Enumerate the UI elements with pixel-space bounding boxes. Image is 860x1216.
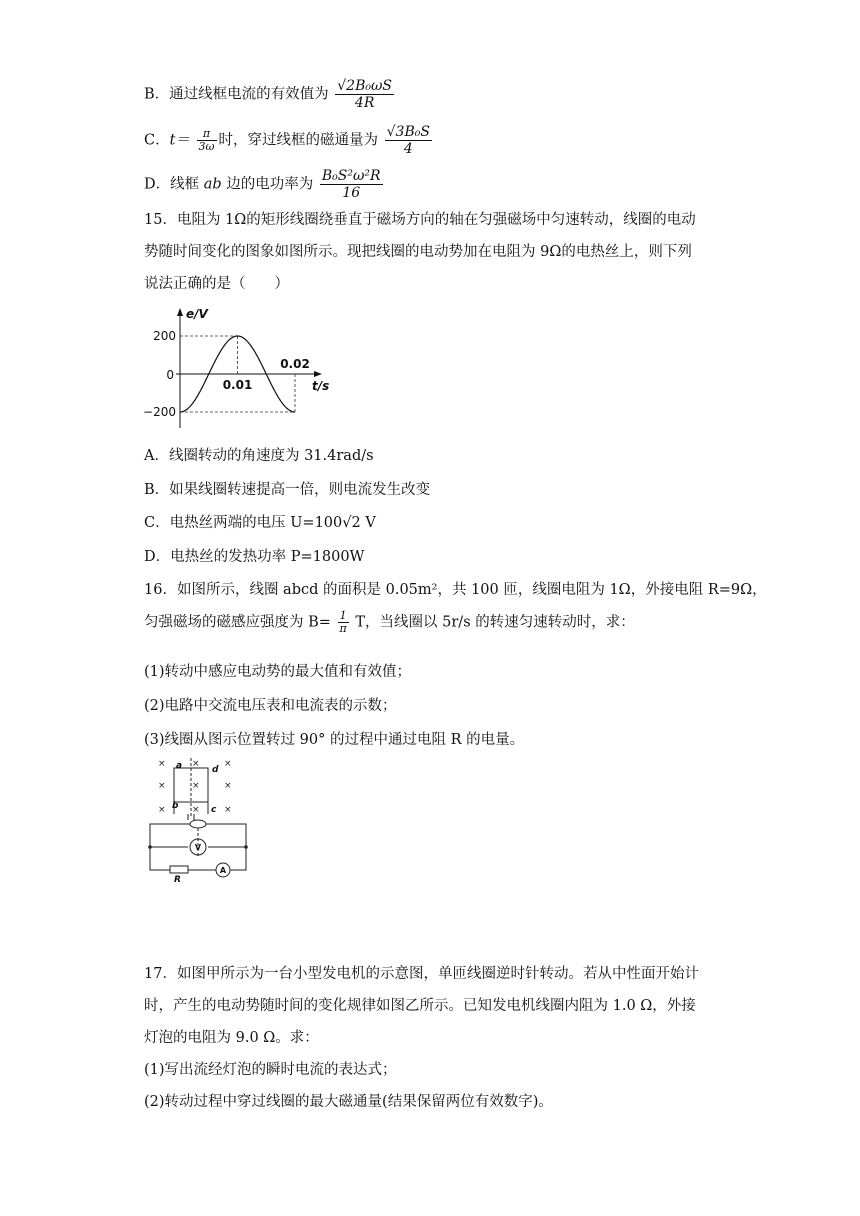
q16-circuit-figure <box>144 756 254 882</box>
field-x: × <box>158 781 166 791</box>
option-d-fraction <box>320 168 383 201</box>
option-d-ab: ab <box>203 176 222 193</box>
q17-stem-line-3: 灯泡的电阻为 9.0 Ω。求： <box>144 1030 319 1046</box>
junction-dot <box>148 845 152 849</box>
option-c-denominator: 4 <box>403 141 413 157</box>
option-c-numerator: √3B₀S <box>386 124 430 140</box>
option-d-prev <box>144 168 385 201</box>
option-c-time-num: π <box>197 128 217 141</box>
q17-stem-line-2: 时，产生的电动势随时间的变化规律如图乙所示。已知发电机线圈内阻为 1.0 Ω，外接 <box>144 998 696 1014</box>
q16-b-fraction <box>338 610 349 635</box>
q15-option-b: B．如果线圈转速提高一倍，则电流发生改变 <box>144 482 431 498</box>
junction-dot <box>244 845 248 849</box>
option-d-text: D．线框 <box>144 176 204 193</box>
option-d-denominator: 16 <box>342 185 361 201</box>
q15-stem <box>144 204 714 300</box>
q16-sub-3: (3)线圈从图示位置转过 90° 的过程中通过电阻 R 的电量。 <box>144 732 525 748</box>
q15-option-d: D．电热丝的发热功率 P=1800W <box>144 549 365 565</box>
q15-stem-line-2: 势随时间变化的图象如图所示。现把线圈的电动势加在电阻为 9Ω的电热丝上，则下列 <box>144 244 692 260</box>
q15-stem-line-3: 说法正确的是（ ） <box>144 276 289 292</box>
q16-b-num: 1 <box>338 610 349 623</box>
option-c-time-fraction <box>197 128 217 153</box>
field-x: × <box>224 759 232 769</box>
q15-emf-chart <box>140 304 340 434</box>
q15-stem-line-1: 15．电阻为 1Ω的矩形线圈绕垂直于磁场方向的轴在匀强磁场中匀速转动，线圈的电动 <box>144 212 696 228</box>
field-x: × <box>158 759 166 769</box>
q16-stem-line-2 <box>144 610 635 635</box>
q16-stem-2b: T，当线圈以 5r/s 的转速匀速转动时，求： <box>350 614 635 631</box>
q15-option-c: C．电热丝两端的电压 U=100√2 V <box>144 515 376 531</box>
q16-sub-2: (2)电路中交流电压表和电流表的示数； <box>144 698 397 714</box>
option-d-numerator: B₀S²ω²R <box>321 168 381 184</box>
y-tick-label: 200 <box>153 329 176 343</box>
field-x: × <box>192 759 200 769</box>
y-axis-label: e/V <box>186 307 208 321</box>
field-x: × <box>192 805 200 815</box>
x-axis-label: t/s <box>312 379 330 393</box>
label-c: c <box>211 805 217 815</box>
label-a-meter: A <box>219 866 227 875</box>
label-d: d <box>212 765 219 775</box>
x-tick-label: 0.01 <box>222 378 253 392</box>
label-v: V <box>194 843 202 852</box>
field-x: × <box>192 781 200 791</box>
y-tick-label: −200 <box>143 405 176 419</box>
option-c-text: 时，穿过线框的磁通量为 <box>218 132 379 149</box>
option-c-prev <box>144 124 434 157</box>
option-b-denominator: 4R <box>354 95 375 111</box>
option-c-t: t＝ <box>169 132 190 149</box>
x-axis-arrow <box>314 371 322 377</box>
field-x: × <box>224 781 232 791</box>
q17-sub-2: (2)转动过程中穿过线圈的最大磁通量(结果保留两位有效数字)。 <box>144 1094 553 1110</box>
label-r: R <box>174 875 181 882</box>
label-b: b <box>172 801 179 811</box>
slip-ring <box>190 820 206 828</box>
option-b-numerator: √2B₀ωS <box>337 78 393 94</box>
option-c-label: C． <box>144 132 170 149</box>
y-axis-arrow <box>177 308 183 316</box>
q16-stem-line-1: 16．如图所示，线圈 abcd 的面积是 0.05m²，共 100 匝，线圈电阻为 1Ω，外接电阻 R=9Ω， <box>144 582 767 598</box>
label-a: a <box>176 761 183 771</box>
q16-sub-1: (1)转动中感应电动势的最大值和有效值； <box>144 664 412 680</box>
option-c-time-den: 3ω <box>198 140 215 153</box>
q16-stem-2a: 匀强磁场的磁感应强度为 B= <box>144 614 331 631</box>
option-c-fraction <box>385 124 432 157</box>
q17-stem <box>144 958 714 1118</box>
option-b-prev <box>144 78 396 111</box>
option-b-text: B．通过线框电流的有效值为 <box>144 86 329 103</box>
q17-stem-line-1: 17．如图甲所示为一台小型发电机的示意图，单匝线圈逆时针转动。若从中性面开始计 <box>144 966 699 982</box>
q15-option-a: A．线圈转动的角速度为 31.4rad/s <box>144 448 374 464</box>
option-b-fraction <box>335 78 394 111</box>
q17-sub-1: (1)写出流经灯泡的瞬时电流的表达式； <box>144 1062 397 1078</box>
field-x: × <box>158 805 166 815</box>
field-x: × <box>224 805 232 815</box>
q16-b-den: π <box>339 622 347 635</box>
resistor-r <box>170 866 188 873</box>
option-d-text2: 边的电功率为 <box>221 176 314 193</box>
x-tick-label: 0.02 <box>280 357 310 371</box>
y-tick-label: 0 <box>166 368 174 382</box>
